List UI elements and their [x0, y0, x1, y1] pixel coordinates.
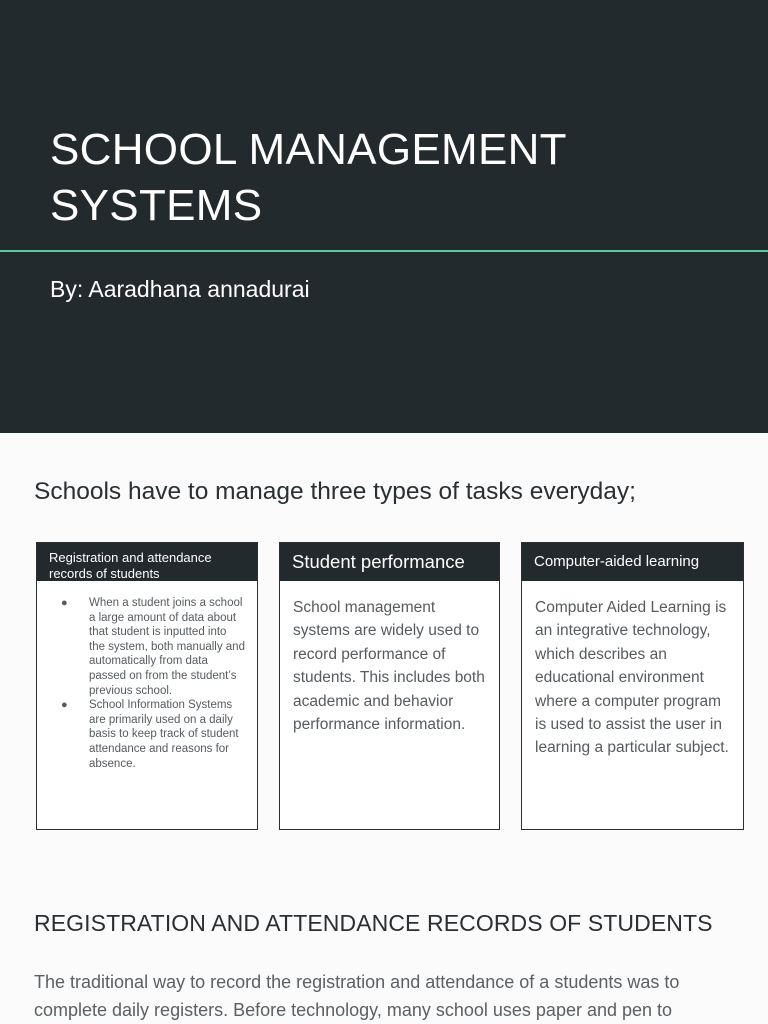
author-line: By: Aaradhana annadurai: [50, 276, 310, 302]
presentation-title: SCHOOL MANAGEMENT SYSTEMS: [50, 125, 567, 230]
list-item-text: School Information Systems are primarily used on a daily basis to keep track of student attendance and reasons for absence.: [89, 699, 239, 770]
title-slide: [0, 0, 768, 433]
bullet-icon: ●: [61, 699, 68, 712]
list-item: [57, 596, 245, 698]
section-paragraph: The traditional way to record the registration and attendance of a students was to complete daily registers. Before technology, many school uses paper and pen to: [34, 972, 680, 1020]
card-body: School management systems are widely used to record performance of students. This includes both academic and behavior performance information.: [293, 599, 485, 734]
task-card-computer-aided-learning: [521, 542, 744, 830]
bullet-icon: ●: [61, 597, 68, 609]
card-header: Student performance: [280, 543, 499, 581]
intro-heading: Schools have to manage three types of tasks everyday;: [34, 478, 636, 505]
card-header: Registration and attendance records of students: [37, 543, 257, 581]
task-card-performance: [279, 542, 500, 830]
section-heading: REGISTRATION AND ATTENDANCE RECORDS OF STUDENTS: [34, 910, 713, 936]
list-item-text: When a student joins a school a large amount of data about that student is inputted into the system, both manually and automatically from data passed on from the student’s previous school.: [89, 597, 245, 697]
bullet-list: [57, 596, 245, 771]
card-body: Computer Aided Learning is an integrative technology, which describes an educational environment where a computer program is used to assist the user in learning a particular subject.: [535, 599, 729, 757]
card-header: Computer-aided learning: [522, 543, 743, 581]
list-item: [57, 698, 245, 771]
task-card-registration: [36, 542, 258, 830]
card-body: [37, 581, 257, 771]
accent-divider: [0, 250, 768, 252]
